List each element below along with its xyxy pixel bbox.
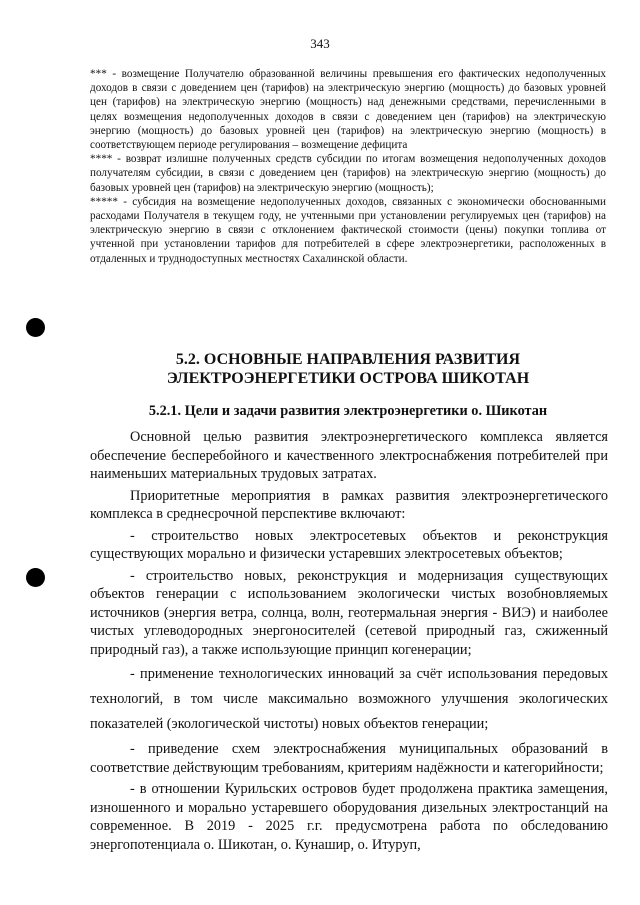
footnotes (90, 67, 606, 266)
paragraph-priorities-intro: Приоритетные мероприятия в рамках развития электроэнергетического комплекса в среднесрочной перспективе включают: (90, 487, 608, 522)
list-item-generation: - строительство новых, реконструкция и модернизация существующих объектов генерации с использованием экологически чистых возобновляемых источников (энергия ветра, солнца, волн, геотермальная энергия - ВИЭ) и наиболее чистых углеводородных энергоносителей (сетевой природный газ, сжиженный природный газ), а также использующие принцип когенерации; (90, 567, 608, 658)
page-number: 343 (310, 36, 330, 51)
binder-hole-top (26, 318, 45, 337)
footnote-quint-star: ***** - субсидия на возмещение недополученных доходов, связанных с экономически обоснованными расходами Получателя в текущем году, не учтенными при установлении регулируемых цен (тарифов) на электрическую энергию в связи с отклонением фактической стоимости (цены) покупки топлива от учтенной при установлении тарифов для потребителей в сфере электроэнергетики, расположенных в отдаленных и труднодоступных местностях Сахалинской области. (90, 195, 606, 265)
body-text (90, 428, 608, 857)
footnote-quad-star: **** - возврат излишне полученных средств субсидии по итогам возмещения недополученных доходов получателям субсидии, в связи с доведением цен (тарифов) на электрическую энергию (мощность) до базовых уровней цен (тарифов) на электрическую энергию (мощность); (90, 153, 606, 194)
footnote-triple-star: *** - возмещение Получателю образованной величины превышения его фактических недополученных доходов в связи с доведением цен (тарифов) на электрическую энергию (мощность) до базовых уровней цен (тарифов) на электрическую энергию (мощность) над денежными средствами, перечисленными в целях возмещения недополученных доходов в связи с доведением цен (тарифов) на электрическую энергию (мощность) до базовых уровней цен (тарифов) на электрическую энергию (мощность) в соответствующем периоде регулирования – возмещение дефицита (90, 68, 606, 152)
binder-hole-bottom (26, 568, 45, 587)
section-heading (90, 350, 606, 388)
subsection-heading: 5.2.1. Цели и задачи развития электроэнергетики о. Шикотан (148, 403, 548, 419)
list-item-kuril-islands: - в отношении Курильских островов будет продолжена практика замещения, изношенного и морально устаревшего оборудования дизельных электростанций на современное. В 2019 - 2025 г.г. предусмотрена работа по обследованию энергопотенциала о. Шикотан, о. Кунашир, о. Итуруп, (90, 781, 608, 853)
list-item-power-supply-schemes: - приведение схем электроснабжения муниципальных образований в соответствие действующим требованиям, критериям надёжности и категорийности; (90, 741, 608, 776)
list-item-innovations: - применение технологических инноваций за счёт использования передовых технологий, в том числе максимально возможного улучшения экологических показателей (экологической чистоты) новых объектов генерации; (90, 666, 608, 732)
section-heading-line-1: 5.2. ОСНОВНЫЕ НАПРАВЛЕНИЯ РАЗВИТИЯ (175, 351, 521, 368)
list-item-grid-construction: - строительство новых электросетевых объектов и реконструкция существующих морально и физически устаревших электросетевых объектов; (90, 527, 608, 562)
section-heading-line-2: ЭЛЕКТРОЭНЕРГЕТИКИ ОСТРОВА ШИКОТАН (166, 370, 530, 387)
paragraph-main-goal: Основной целью развития электроэнергетического комплекса является обеспечение бесперебойного и качественного электроснабжения потребителей при наименьших материальных трудовых затратах. (90, 429, 608, 482)
